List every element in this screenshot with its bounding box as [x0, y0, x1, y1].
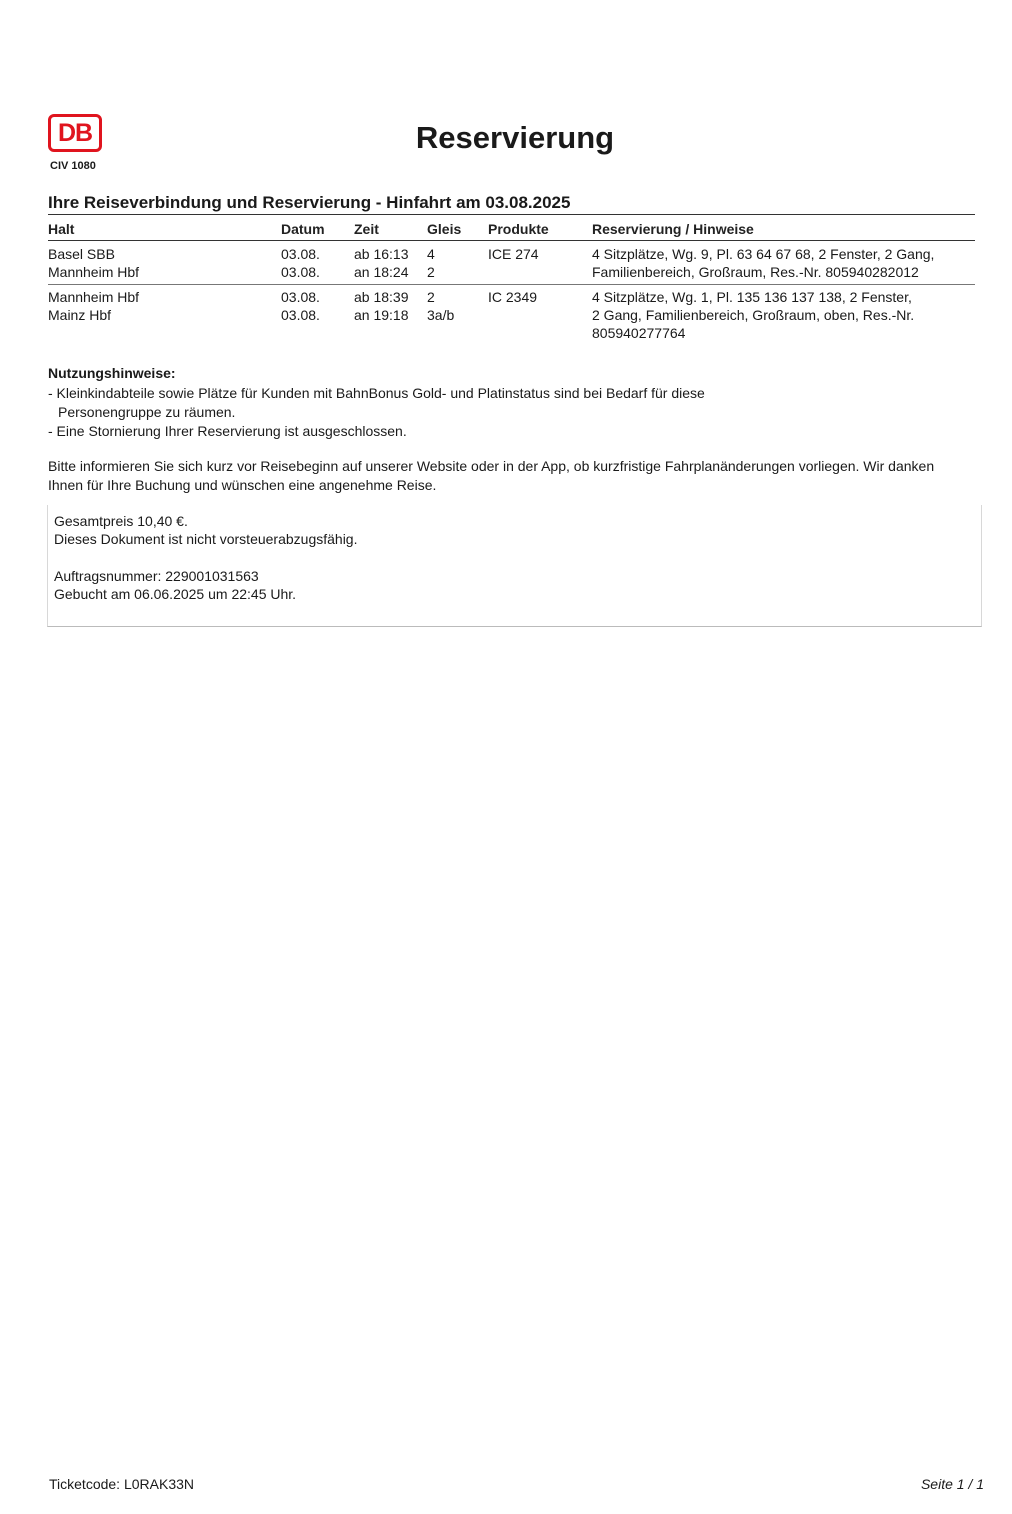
reservation-note-line: Familienbereich, Großraum, Res.-Nr. 805940282012: [592, 264, 919, 280]
price-box: [47, 505, 982, 627]
total-price: Gesamtpreis 10,40 €.: [54, 513, 188, 529]
stop-platform: 4: [427, 246, 435, 262]
ticket-code: Ticketcode: L0RAK33N: [49, 1476, 194, 1492]
stop-platform: 2: [427, 289, 435, 305]
stop-date: 03.08.: [281, 289, 320, 305]
column-header-produkte: Produkte: [488, 221, 549, 237]
stop-name: Mannheim Hbf: [48, 264, 140, 280]
document-title: Reservierung: [415, 120, 615, 155]
stop-platform: 2: [427, 264, 435, 280]
divider: [48, 240, 975, 241]
tax-note: Dieses Dokument ist nicht vorsteuerabzugsfähig.: [54, 531, 358, 547]
train-product: IC 2349: [488, 289, 538, 305]
civ-code: CIV 1080: [50, 160, 96, 172]
column-header-datum: Datum: [281, 221, 325, 237]
note-line: - Eine Stornierung Ihrer Reservierung ist ausgeschlossen.: [48, 423, 407, 439]
column-header-gleis: Gleis: [427, 221, 462, 237]
stop-date: 03.08.: [281, 246, 320, 262]
reservation-note-line: 2 Gang, Familienbereich, Großraum, oben, Res.-Nr.: [592, 307, 915, 323]
stop-name: Mainz Hbf: [48, 307, 112, 323]
note-line: Personengruppe zu räumen.: [58, 404, 236, 420]
column-header-zeit: Zeit: [354, 221, 379, 237]
stop-time: an 18:24: [354, 264, 409, 280]
stop-date: 03.08.: [281, 307, 320, 323]
train-product: ICE 274: [488, 246, 539, 262]
column-header-halt: Halt: [48, 221, 75, 237]
stop-time: an 19:18: [354, 307, 409, 323]
divider: [48, 214, 975, 215]
section-title: Ihre Reiseverbindung und Reservierung - Hinfahrt am 03.08.2025: [48, 193, 571, 212]
booking-date: Gebucht am 06.06.2025 um 22:45 Uhr.: [54, 586, 297, 602]
reservation-note-line: 4 Sitzplätze, Wg. 9, Pl. 63 64 67 68, 2 Fenster, 2 Gang,: [592, 246, 935, 262]
stop-time: ab 16:13: [354, 246, 409, 262]
stop-date: 03.08.: [281, 264, 320, 280]
column-header-hinweise: Reservierung / Hinweise: [592, 221, 754, 237]
reservation-note-line: 4 Sitzplätze, Wg. 1, Pl. 135 136 137 138, 2 Fenster,: [592, 289, 912, 305]
stop-time: ab 18:39: [354, 289, 409, 305]
divider: [48, 284, 975, 285]
order-number: Auftragsnummer: 229001031563: [54, 568, 259, 584]
info-paragraph: Bitte informieren Sie sich kurz vor Reisebeginn auf unserer Website oder in der App, ob kurzfristige Fahrplanänderungen vorliegen. Wir danken Ihnen für Ihre Buchung und wünschen eine angenehme Reise.: [48, 458, 935, 493]
note-line: - Kleinkindabteile sowie Plätze für Kunden mit BahnBonus Gold- und Platinstatus sind bei Bedarf für diese: [48, 385, 705, 401]
notes-title: Nutzungshinweise:: [48, 365, 176, 381]
page-number: Seite 1 / 1: [920, 1476, 984, 1492]
stop-platform: 3a/b: [427, 307, 455, 323]
reservation-note-line: 805940277764: [592, 325, 686, 341]
stop-name: Basel SBB: [48, 246, 115, 262]
stop-name: Mannheim Hbf: [48, 289, 140, 305]
db-logo: DB: [48, 114, 102, 152]
